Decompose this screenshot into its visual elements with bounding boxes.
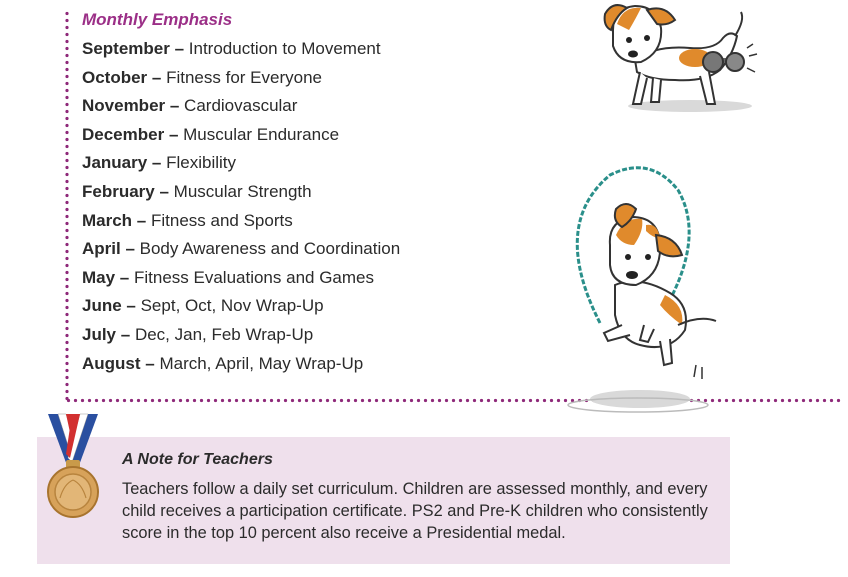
dotted-border-left	[65, 10, 69, 402]
month-topic: Sept, Oct, Nov Wrap-Up	[140, 296, 324, 316]
month-label: November	[82, 96, 166, 116]
month-label: October	[82, 67, 148, 87]
list-item: May – Fitness Evaluations and Games	[82, 267, 374, 287]
monthly-emphasis-list	[82, 37, 400, 380]
month-label: March	[82, 210, 133, 230]
month-topic: Flexibility	[166, 153, 237, 173]
list-item: September – Introduction to Movement	[82, 39, 381, 58]
month-topic: Cardiovascular	[184, 96, 298, 116]
list-item: August – March, April, May Wrap-Up	[82, 353, 364, 373]
month-topic: Muscular Strength	[173, 181, 312, 201]
month-topic: Fitness Evaluations and Games	[133, 267, 374, 287]
list-item: January – Flexibility	[82, 153, 237, 173]
month-topic: Introduction to Movement	[188, 39, 381, 58]
medal-icon	[40, 412, 106, 530]
month-topic: Dec, Jan, Feb Wrap-Up	[134, 324, 314, 344]
month-label: February	[82, 181, 155, 201]
monthly-emphasis-title: Monthly Emphasis	[82, 10, 233, 29]
month-label: August	[82, 353, 141, 373]
month-label: January	[82, 153, 148, 173]
month-topic: Fitness for Everyone	[166, 67, 322, 87]
list-item: July – Dec, Jan, Feb Wrap-Up	[82, 324, 314, 344]
note-title: A Note for Teachers	[122, 451, 273, 468]
list-item: October – Fitness for Everyone	[82, 67, 322, 87]
list-item: February – Muscular Strength	[82, 181, 312, 201]
month-topic: March, April, May Wrap-Up	[159, 353, 364, 373]
dog-jump-rope-illustration	[560, 165, 735, 417]
month-topic: Muscular Endurance	[183, 124, 340, 144]
note-body: Teachers follow a daily set curriculum. Children are assessed monthly, and every child receives a participation certificate. PS2 and Pre-K children who consistently score in the top 10 percent also receive a Presidential medal.	[122, 480, 708, 542]
month-label: September	[82, 39, 170, 58]
list-item: June – Sept, Oct, Nov Wrap-Up	[82, 296, 324, 316]
month-label: June	[82, 296, 122, 316]
list-item: April – Body Awareness and Coordination	[82, 239, 401, 259]
month-label: May	[82, 267, 116, 287]
list-item: March – Fitness and Sports	[82, 210, 293, 230]
month-topic: Fitness and Sports	[150, 210, 293, 230]
month-label: April	[82, 239, 121, 259]
month-label: December	[82, 124, 165, 144]
month-topic: Body Awareness and Coordination	[139, 239, 401, 259]
month-label: July	[82, 324, 117, 344]
dog-dumbbell-illustration	[595, 0, 770, 118]
list-item: December – Muscular Endurance	[82, 124, 340, 144]
list-item: November – Cardiovascular	[82, 96, 298, 116]
